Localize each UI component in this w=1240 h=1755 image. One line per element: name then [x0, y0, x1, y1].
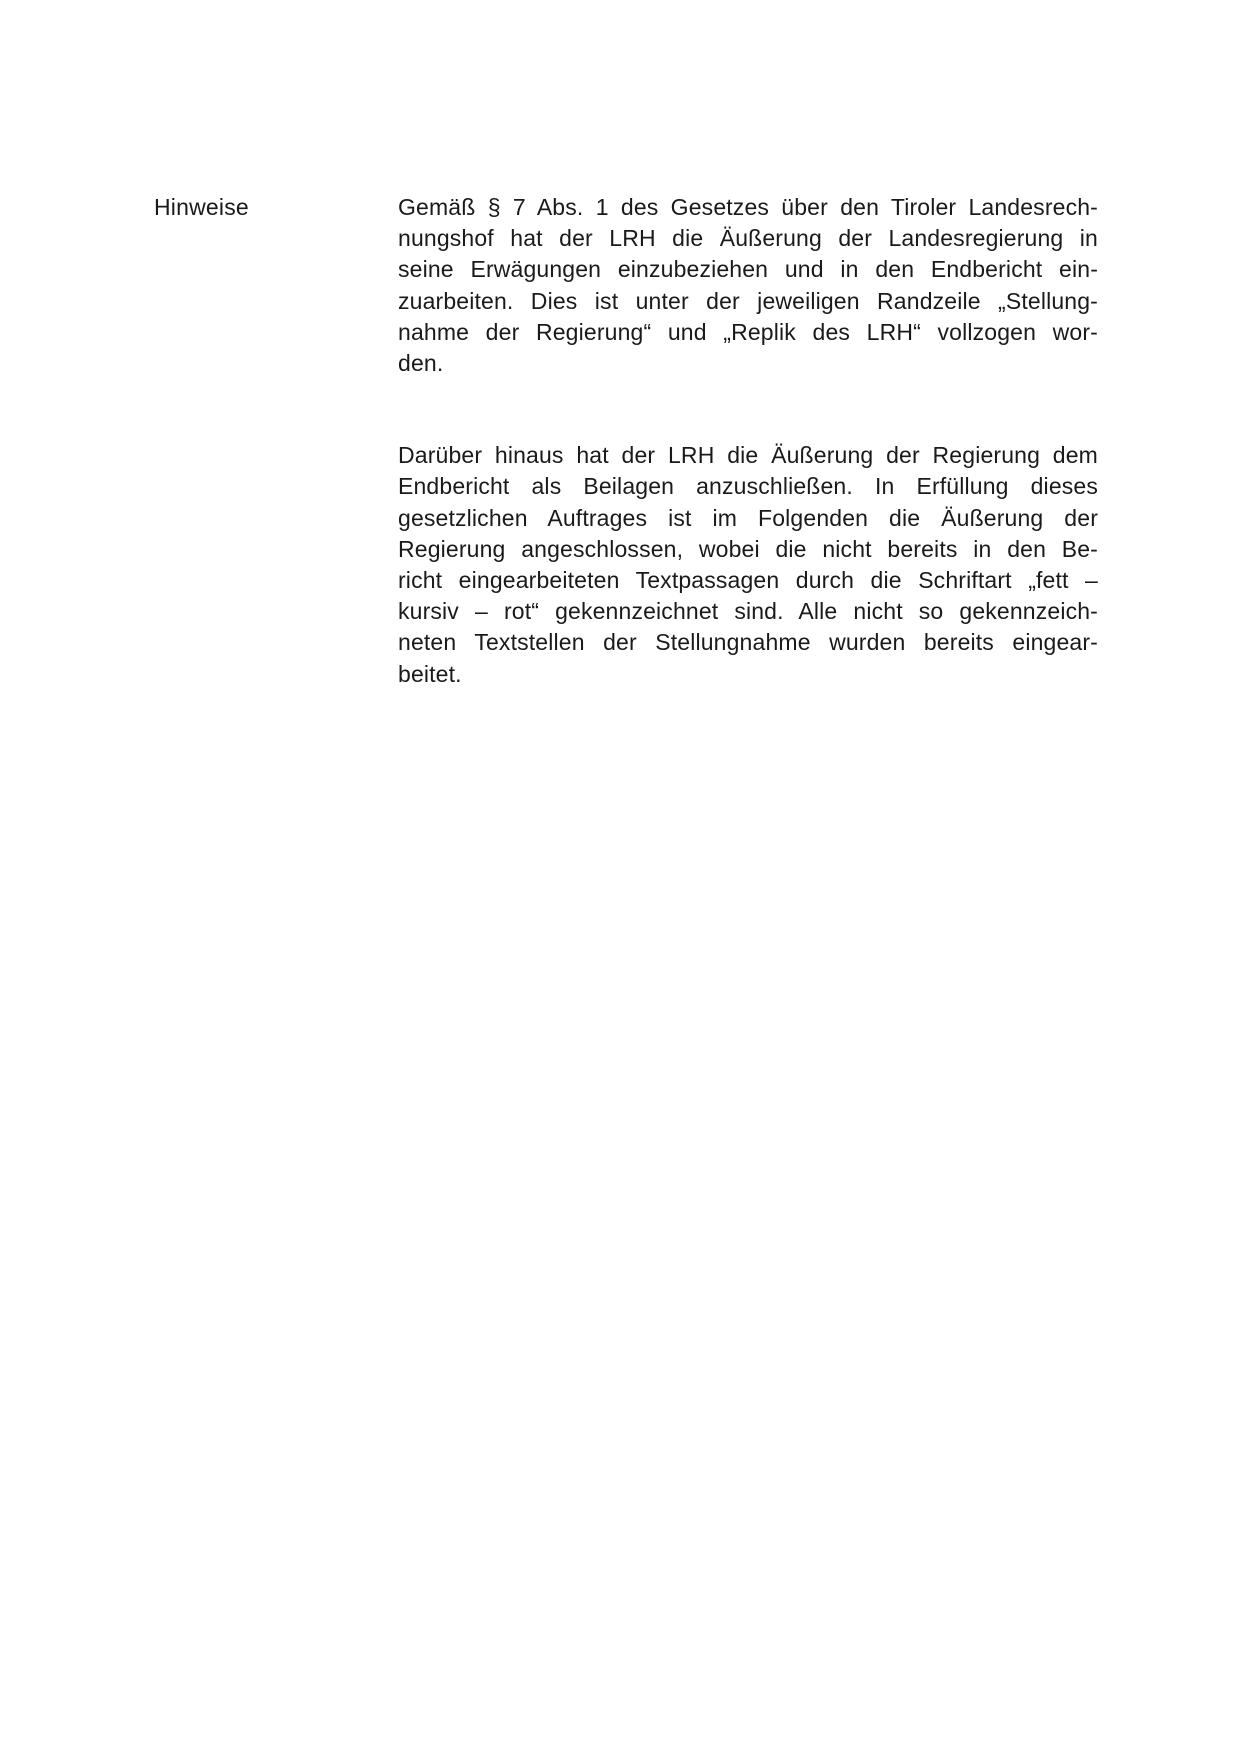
paragraph-2-line-4: Regierung angeschlossen, wobei die nicht bereits in den Be-	[398, 535, 1098, 562]
paragraph-2-line-3: gesetzlichen Auftrages ist im Folgenden die Äußerung der	[398, 504, 1098, 531]
paragraph-1-line-5: nahme der Regierung“ und „Replik des LRH“ vollzogen wor-	[398, 318, 1098, 345]
paragraph-1-line-6: den.	[398, 350, 444, 377]
margin-label-hinweise: Hinweise	[154, 194, 249, 220]
paragraph-2-line-1: Darüber hinaus hat der LRH die Äußerung der Regierung dem	[398, 442, 1098, 469]
paragraph-2-line-5: richt eingearbeiteten Textpassagen durch die Schriftart „fett –	[398, 567, 1098, 594]
paragraph-1-line-3: seine Erwägungen einzubeziehen und in den Endbericht ein-	[398, 256, 1098, 283]
body-text-column	[398, 192, 1098, 690]
paragraph-2-line-2: Endbericht als Beilagen anzuschließen. In Erfüllung dieses	[398, 473, 1098, 500]
paragraph-2-line-8: beitet.	[398, 660, 462, 687]
paragraph-1-line-2: nungshof hat der LRH die Äußerung der Landesregierung in	[398, 225, 1098, 252]
paragraph-1-line-4: zuarbeiten. Dies ist unter der jeweiligen Randzeile „Stellung-	[398, 287, 1098, 314]
paragraph-2-line-7: neten Textstellen der Stellungnahme wurden bereits eingear-	[398, 629, 1098, 656]
paragraph-2	[398, 440, 1098, 690]
paragraph-1	[398, 192, 1098, 379]
paragraph-2-line-6: kursiv – rot“ gekennzeichnet sind. Alle nicht so gekennzeich-	[398, 598, 1098, 625]
paragraph-1-line-1: Gemäß § 7 Abs. 1 des Gesetzes über den Tiroler Landesrech-	[398, 194, 1098, 220]
